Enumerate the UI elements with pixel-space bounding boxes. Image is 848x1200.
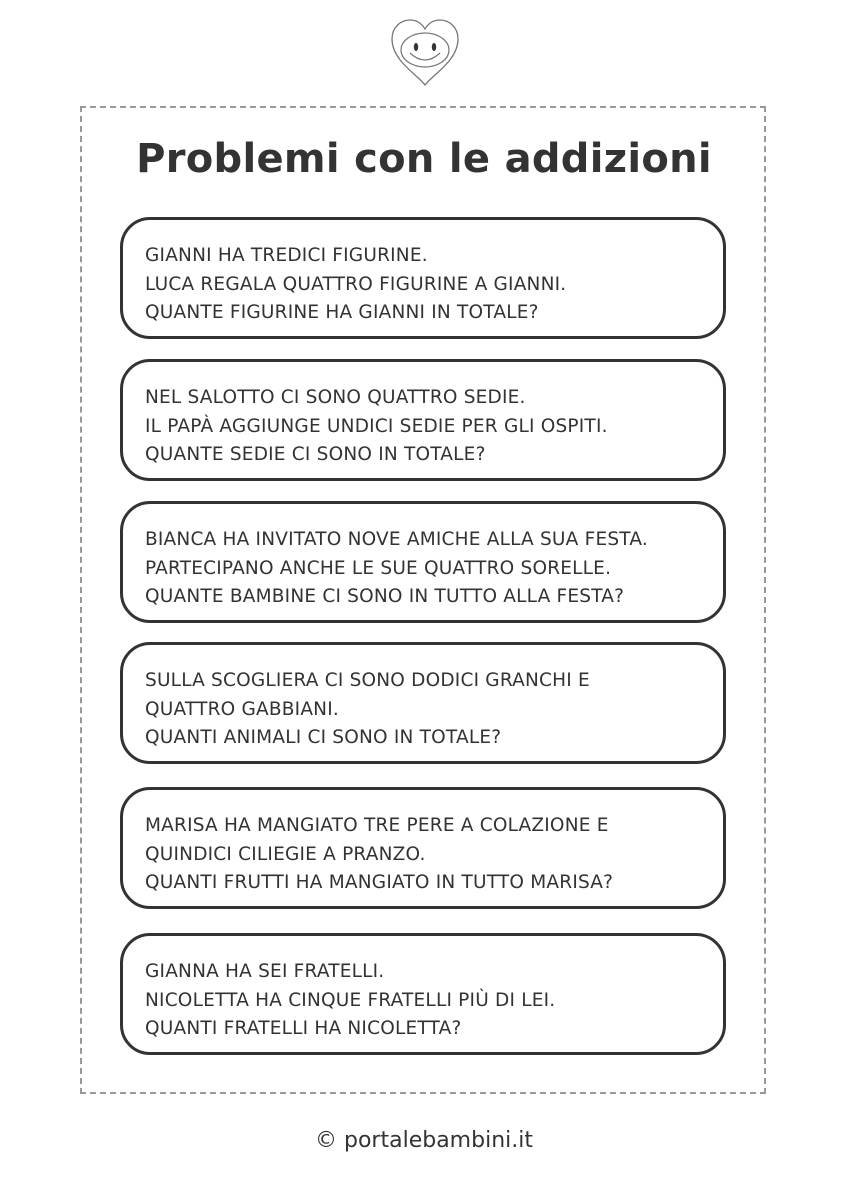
problem-line: LUCA REGALA QUATTRO FIGURINE A GIANNI. [145,273,567,295]
problem-line: QUANTE BAMBINE CI SONO IN TUTTO ALLA FESTA? [145,586,625,607]
copyright-footer: © portalebambini.it [315,1128,533,1153]
problem-line: QUANTI ANIMALI CI SONO IN TOTALE? [145,727,502,748]
problem-line: NEL SALOTTO CI SONO QUATTRO SEDIE. [145,387,526,408]
problem-card-4 [120,642,726,764]
problem-line: QUANTE FIGURINE HA GIANNI IN TOTALE? [145,302,539,323]
problem-line: SULLA SCOGLIERA CI SONO DODICI GRANCHI E [145,670,590,691]
problem-card-5 [120,787,726,909]
heart-smiley-icon [388,17,462,87]
problem-line: QUATTRO GABBIANI. [145,698,339,720]
problem-line: BIANCA HA INVITATO NOVE AMICHE ALLA SUA FESTA. [145,529,648,550]
problem-line: IL PAPÀ AGGIUNGE UNDICI SEDIE PER GLI OSPITI. [145,415,608,437]
problem-line: GIANNI HA TREDICI FIGURINE. [145,245,428,266]
problem-card-2 [120,359,726,481]
page-title: Problemi con le addizioni [136,136,712,182]
problem-card-6 [120,933,726,1055]
problem-line: QUANTE SEDIE CI SONO IN TOTALE? [145,444,486,465]
problem-line: QUANTI FRUTTI HA MANGIATO IN TUTTO MARISA? [145,872,614,893]
problem-line: PARTECIPANO ANCHE LE SUE QUATTRO SORELLE. [145,557,612,579]
problem-card-3 [120,501,726,623]
problem-line: QUANTI FRATELLI HA NICOLETTA? [145,1018,462,1039]
problem-line: MARISA HA MANGIATO TRE PERE A COLAZIONE E [145,815,609,836]
problem-line: NICOLETTA HA CINQUE FRATELLI PIÙ DI LEI. [145,989,556,1011]
problem-line: GIANNA HA SEI FRATELLI. [145,961,385,982]
problem-card-1 [120,217,726,339]
problem-line: QUINDICI CILIEGIE A PRANZO. [145,843,426,865]
